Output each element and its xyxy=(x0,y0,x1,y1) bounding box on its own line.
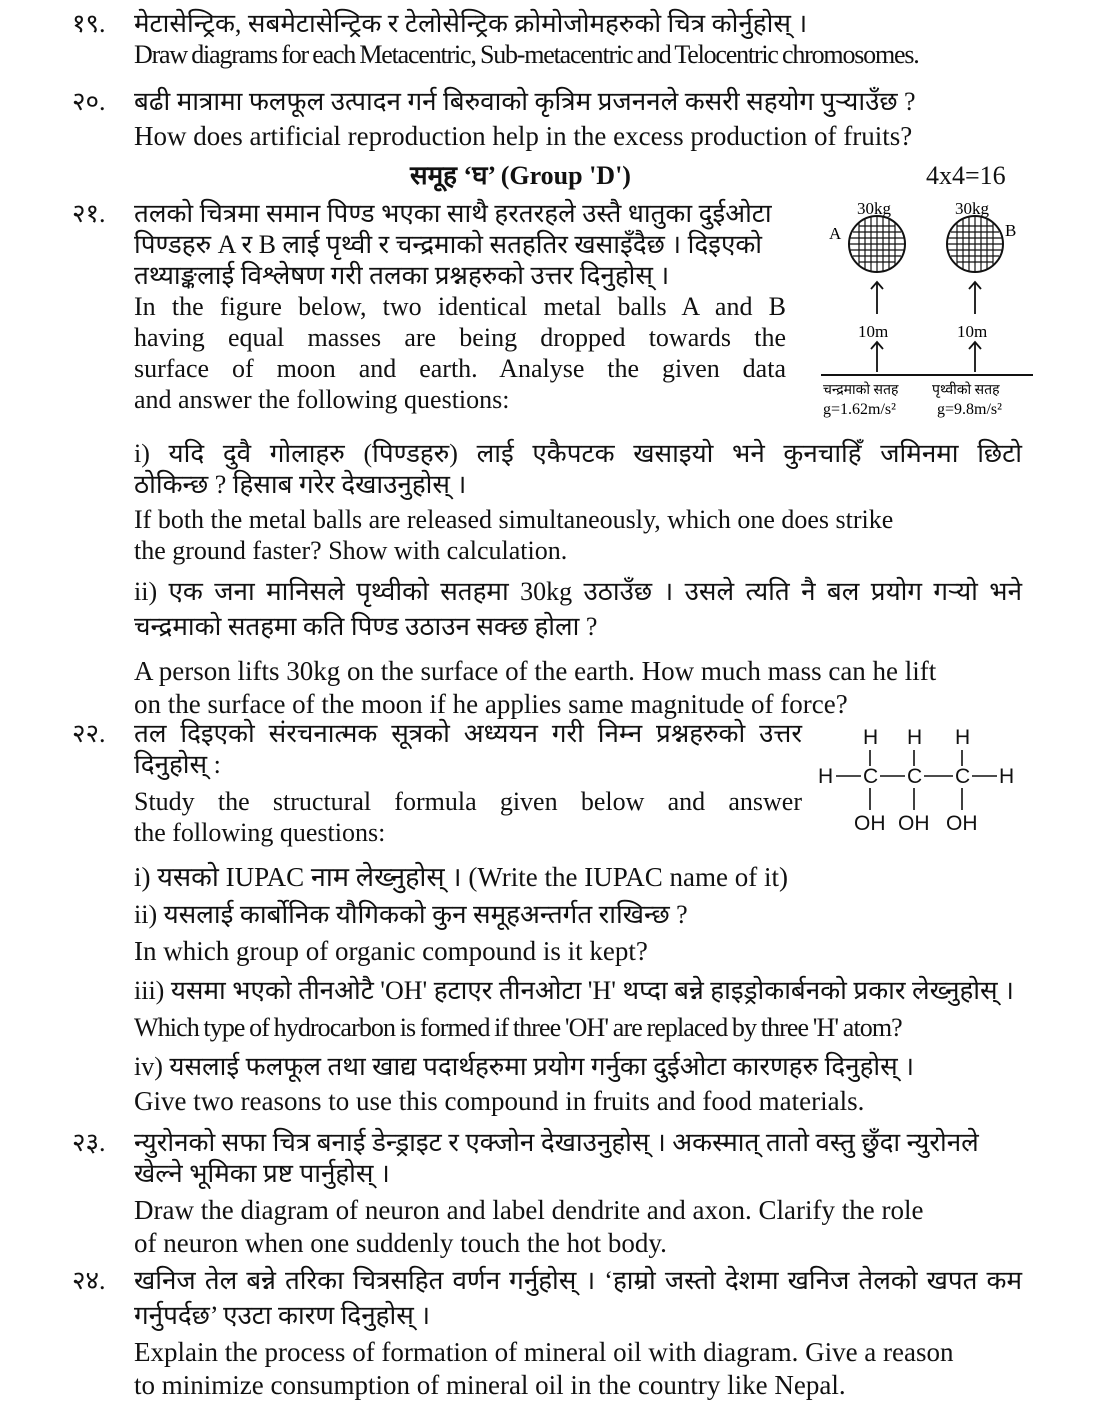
question-text-english: Study the structural formula given below and answer xyxy=(134,787,802,816)
question-text-nepali: गर्नुपर्दछ’ एउटा कारण दिनुहोस् । xyxy=(134,1301,431,1330)
part-ii-english: A person lifts 30kg on the surface of the earth. How much mass can he lift xyxy=(134,656,937,686)
part-ii-nepali: ii) यसलाई कार्बोनिक यौगिकको कुन समूहअन्तर्गत राखिन्छ ? xyxy=(134,900,688,929)
formula-chain-atom: C xyxy=(955,765,971,788)
earth-gravity: g=9.8m/s² xyxy=(937,401,1002,418)
arrow-up-icon xyxy=(969,342,981,372)
ball-a-mass: 30kg xyxy=(857,199,891,218)
question-number: २२. xyxy=(72,719,106,748)
ball-b-label: B xyxy=(1005,221,1017,240)
part-iii-nepali: iii) यसमा भएको तीनओटै 'OH' हटाएर तीनओटा 'H' थप्दा बन्ने हाइड्रोकार्बनको प्रकार लेख्नुहोस् । xyxy=(134,976,1014,1005)
question-text-english: having equal masses are being dropped towards the xyxy=(134,323,786,352)
moon-surface-label: चन्द्रमाको सतह xyxy=(823,383,899,398)
group-label-english: (Group 'D') xyxy=(500,161,631,190)
formula-bottom-group: OH xyxy=(898,812,930,835)
ball-a-label: A xyxy=(829,224,842,243)
part-i-english: If both the metal balls are released simultaneously, which one does strike xyxy=(134,505,894,534)
question-text-english: Explain the process of formation of mineral oil with diagram. Give a reason xyxy=(134,1337,954,1367)
arrow-up-icon xyxy=(871,282,883,314)
question-text-nepali: तल दिइएको संरचनात्मक सूत्रको अध्ययन गरी निम्न प्रश्नहरुको उत्तर xyxy=(134,719,802,748)
formula-top-atom: H xyxy=(907,726,923,749)
arrow-up-icon xyxy=(871,342,883,372)
question-text-nepali: पिण्डहरु A र B लाई पृथ्वी र चन्द्रमाको सतहतिर खसाइँदैछ । दिइएको xyxy=(134,230,763,259)
question-text-nepali: तथ्याङ्कलाई विश्लेषण गरी तलका प्रश्नहरुको उत्तर दिनुहोस् । xyxy=(134,261,670,290)
formula-chain-right: H xyxy=(999,765,1015,788)
question-text-nepali: खनिज तेल बन्ने तरिका चित्रसहित वर्णन गर्नुहोस् । ‘हाम्रो जस्तो देशमा खनिज तेलको खपत कम xyxy=(134,1266,1022,1295)
part-iv-english: Give two reasons to use this compound in fruits and food materials. xyxy=(134,1086,865,1116)
part-i-english: the ground faster? Show with calculation. xyxy=(134,536,568,565)
part-ii-nepali: ii) एक जना मानिसले पृथ्वीको सतहमा 30kg उठाउँछ । उसले त्यति नै बल प्रयोग गऱ्यो भने xyxy=(134,577,1022,606)
group-label-nepali: समूह ‘घ’ xyxy=(410,161,496,190)
formula-chain-left: H xyxy=(818,765,834,788)
ball-b-height: 10m xyxy=(957,322,988,341)
question-number: २३. xyxy=(72,1128,106,1157)
question-text-english: and answer the following questions: xyxy=(134,385,510,414)
question-text-nepali: मेटासेन्ट्रिक, सबमेटासेन्ट्रिक र टेलोसेन्ट्रिक क्रोमोजोमहरुको चित्र कोर्नुहोस् । xyxy=(134,9,808,38)
formula-chain-atom: C xyxy=(907,765,923,788)
part-i-text: i) यसको IUPAC नाम लेख्नुहोस् । (Write the IUPAC name of it) xyxy=(134,862,788,892)
question-text-english: to minimize consumption of mineral oil in the country like Nepal. xyxy=(134,1370,846,1400)
question-number: २१. xyxy=(72,199,106,228)
group-heading xyxy=(410,160,631,191)
ball-a-icon xyxy=(849,216,905,272)
formula-bottom-group: OH xyxy=(854,812,886,835)
question-text-nepali: बढी मात्रामा फलफूल उत्पादन गर्न बिरुवाको कृत्रिम प्रजननले कसरी सहयोग पुऱ्याउँछ ? xyxy=(134,87,916,116)
question-text-english: the following questions: xyxy=(134,818,386,847)
part-ii-nepali: चन्द्रमाको सतहमा कति पिण्ड उठाउन सक्छ होला ? xyxy=(134,612,598,641)
question-text-nepali: खेल्ने भूमिका प्रष्ट पार्नुहोस् । xyxy=(134,1159,390,1188)
part-iv-nepali: iv) यसलाई फलफूल तथा खाद्य पदार्थहरुमा प्रयोग गर्नुका दुईओटा कारणहरु दिनुहोस् । xyxy=(134,1052,915,1081)
formula-chain-atom: C xyxy=(863,765,879,788)
structural-formula-figure xyxy=(812,722,1027,840)
question-text-english: surface of moon and earth. Analyse the given data xyxy=(134,354,786,383)
question-number: १९. xyxy=(72,9,106,38)
question-text-english: In the figure below, two identical metal balls A and B xyxy=(134,292,786,321)
question-text-english: Draw diagrams for each Metacentric, Sub-metacentric and Telocentric chromosomes. xyxy=(134,40,919,69)
part-i-nepali: i) यदि दुवै गोलाहरु (पिण्डहरु) लाई एकैपटक खसाइयो भने कुनचाहिँ जमिनमा छिटो xyxy=(134,439,1022,468)
question-text-english: Draw the diagram of neuron and label dendrite and axon. Clarify the role xyxy=(134,1195,924,1225)
formula-top-atom: H xyxy=(863,726,879,749)
group-marks: 4x4=16 xyxy=(926,161,1006,190)
arrow-up-icon xyxy=(969,282,981,314)
question-text-nepali: दिनुहोस् : xyxy=(134,750,221,779)
part-iii-english: Which type of hydrocarbon is formed if three 'OH' are replaced by three 'H' atom? xyxy=(134,1013,902,1042)
earth-surface-label: पृथ्वीको सतह xyxy=(932,383,1000,398)
part-i-nepali: ठोकिन्छ ? हिसाब गरेर देखाउनुहोस् । xyxy=(134,470,467,499)
question-text-nepali: न्युरोनको सफा चित्र बनाई डेन्ड्राइट र एक्जोन देखाउनुहोस् । अकस्मात् तातो वस्तु छुँदा न्युरोनले xyxy=(134,1128,979,1157)
question-text-nepali: तलको चित्रमा समान पिण्ड भएका साथै हरतरहले उस्तै धातुका दुईओटा xyxy=(134,199,772,228)
question-number: २०. xyxy=(72,87,106,116)
question-number: २४. xyxy=(72,1266,106,1295)
moon-gravity: g=1.62m/s² xyxy=(823,401,896,418)
falling-balls-figure xyxy=(815,192,1040,427)
part-ii-english: In which group of organic compound is it kept? xyxy=(134,936,648,966)
formula-bottom-group: OH xyxy=(946,812,978,835)
question-text-english: How does artificial reproduction help in the excess production of fruits? xyxy=(134,121,913,151)
ball-a-height: 10m xyxy=(858,322,889,341)
part-ii-english: on the surface of the moon if he applies same magnitude of force? xyxy=(134,689,848,719)
question-text-english: of neuron when one suddenly touch the hot body. xyxy=(134,1228,667,1258)
ball-b-mass: 30kg xyxy=(955,199,989,218)
ball-b-icon xyxy=(947,216,1003,272)
formula-top-atom: H xyxy=(955,726,971,749)
